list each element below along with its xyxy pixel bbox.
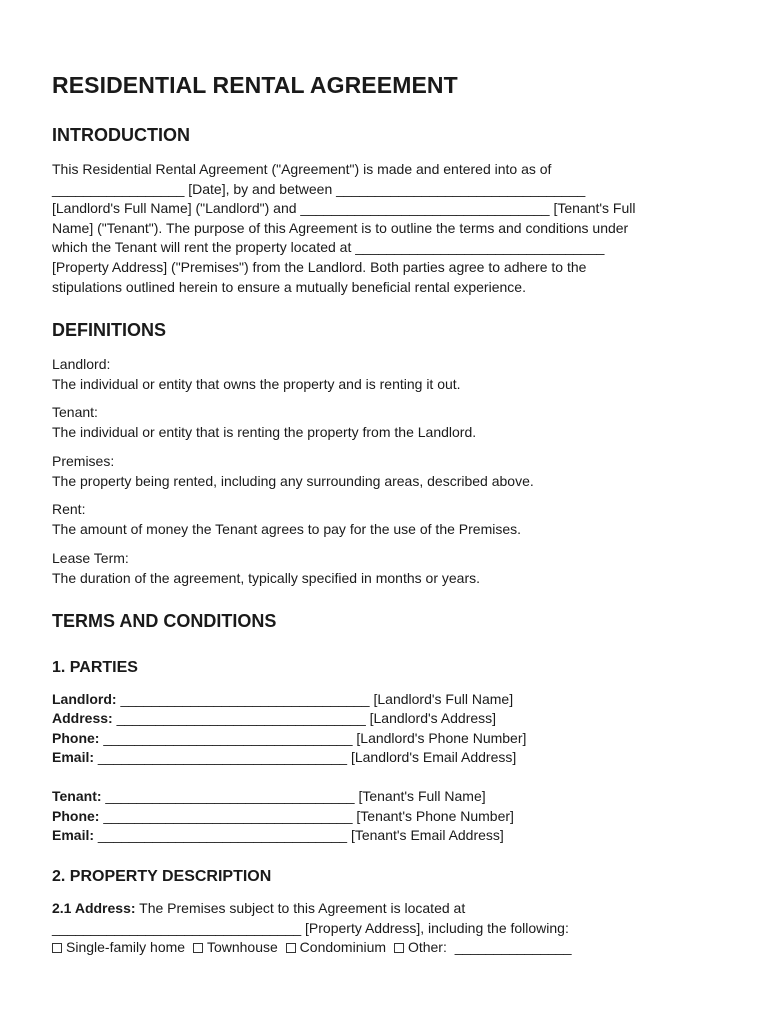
option-townhouse[interactable] — [193, 939, 278, 955]
option-other[interactable] — [394, 939, 447, 955]
introduction-line: Name] ("Tenant"). The purpose of this Agreement is to outline the terms and conditions under — [52, 219, 629, 236]
parties-heading: 1. PARTIES — [52, 659, 138, 676]
definition-text: The individual or entity that is renting the property from the Landlord. — [52, 423, 477, 440]
field-label: Email: — [52, 749, 95, 765]
definition-term: Premises: — [52, 453, 115, 469]
tenant-email-line — [52, 827, 504, 843]
property-address-text: The Premises subject to this Agreement is located at — [139, 900, 466, 916]
field-blank: ________________________________ [Tenant's Full Name] — [105, 788, 486, 804]
definition-premises — [52, 452, 534, 491]
document-title: RESIDENTIAL RENTAL AGREEMENT — [52, 72, 458, 98]
definition-rent — [52, 500, 521, 539]
definition-term: Tenant: — [52, 404, 98, 420]
introduction-line: stipulations outlined herein to ensure a mutually beneficial rental experience. — [52, 278, 526, 295]
field-label: Phone: — [52, 808, 100, 824]
introduction-line: [Landlord's Full Name] ("Landlord") and ________________________________ [Tenant's Full — [52, 200, 636, 217]
landlord-phone-line — [52, 730, 526, 746]
field-label: Email: — [52, 827, 95, 843]
checkbox-icon[interactable] — [394, 943, 404, 953]
field-label: Phone: — [52, 730, 100, 746]
other-blank: _______________ — [454, 939, 572, 955]
property-description-heading: 2. PROPERTY DESCRIPTION — [52, 868, 272, 885]
option-label: Single-family home — [66, 939, 186, 955]
field-blank: ________________________________ [Landlord's Email Address] — [97, 749, 517, 765]
terms-heading: TERMS AND CONDITIONS — [52, 611, 277, 631]
introduction-line: _________________ [Date], by and between ________________________________ — [52, 180, 586, 197]
option-label: Other: — [407, 939, 447, 955]
field-label: Landlord: — [52, 691, 117, 707]
landlord-address-line — [52, 710, 496, 726]
introduction-line: which the Tenant will rent the property located at ________________________________ — [52, 239, 605, 256]
field-label: Address: — [52, 710, 113, 726]
introduction-line: This Residential Rental Agreement ("Agreement") is made and entered into as of — [52, 161, 552, 177]
property-address-line — [52, 900, 465, 916]
property-address-blank: ________________________________ [Property Address], including the following: — [52, 920, 569, 936]
definitions-heading: DEFINITIONS — [52, 320, 167, 340]
field-blank: ________________________________ [Landlord's Phone Number] — [103, 730, 527, 746]
definition-text: The individual or entity that owns the property and is renting it out. — [52, 375, 461, 392]
definition-term: Lease Term: — [52, 550, 129, 566]
landlord-email-line — [52, 749, 516, 765]
field-blank: ________________________________ [Landlord's Address] — [116, 710, 497, 726]
checkbox-icon[interactable] — [193, 943, 203, 953]
property-address-blank-line — [52, 920, 569, 936]
introduction-line: [Property Address] ("Premises") from the Landlord. Both parties agree to adhere to the — [52, 258, 587, 275]
definition-term: Rent: — [52, 501, 86, 517]
definition-term: Landlord: — [52, 356, 111, 372]
option-label: Townhouse — [206, 939, 278, 955]
definition-text: The duration of the agreement, typically specified in months or years. — [52, 569, 480, 586]
option-label: Condominium — [299, 939, 387, 955]
field-blank: ________________________________ [Tenant's Phone Number] — [103, 808, 514, 824]
introduction-paragraph — [52, 160, 722, 297]
tenant-phone-line — [52, 808, 514, 824]
checkbox-icon[interactable] — [286, 943, 296, 953]
tenant-name-line — [52, 788, 486, 804]
introduction-heading: INTRODUCTION — [52, 125, 190, 145]
field-blank: ________________________________ [Tenant's Email Address] — [97, 827, 504, 843]
definition-lease-term — [52, 549, 480, 588]
field-blank: ________________________________ [Landlord's Full Name] — [120, 691, 514, 707]
field-label: Tenant: — [52, 788, 102, 804]
checkbox-icon[interactable] — [52, 943, 62, 953]
option-condominium[interactable] — [286, 939, 386, 955]
field-label: 2.1 Address: — [52, 900, 136, 916]
definition-text: The amount of money the Tenant agrees to pay for the use of the Premises. — [52, 520, 522, 537]
definition-landlord — [52, 355, 461, 394]
landlord-name-line — [52, 691, 513, 707]
definition-text: The property being rented, including any surrounding areas, described above. — [52, 472, 534, 489]
definition-tenant — [52, 403, 476, 442]
property-type-options — [52, 939, 572, 955]
option-single-family[interactable] — [52, 939, 185, 955]
